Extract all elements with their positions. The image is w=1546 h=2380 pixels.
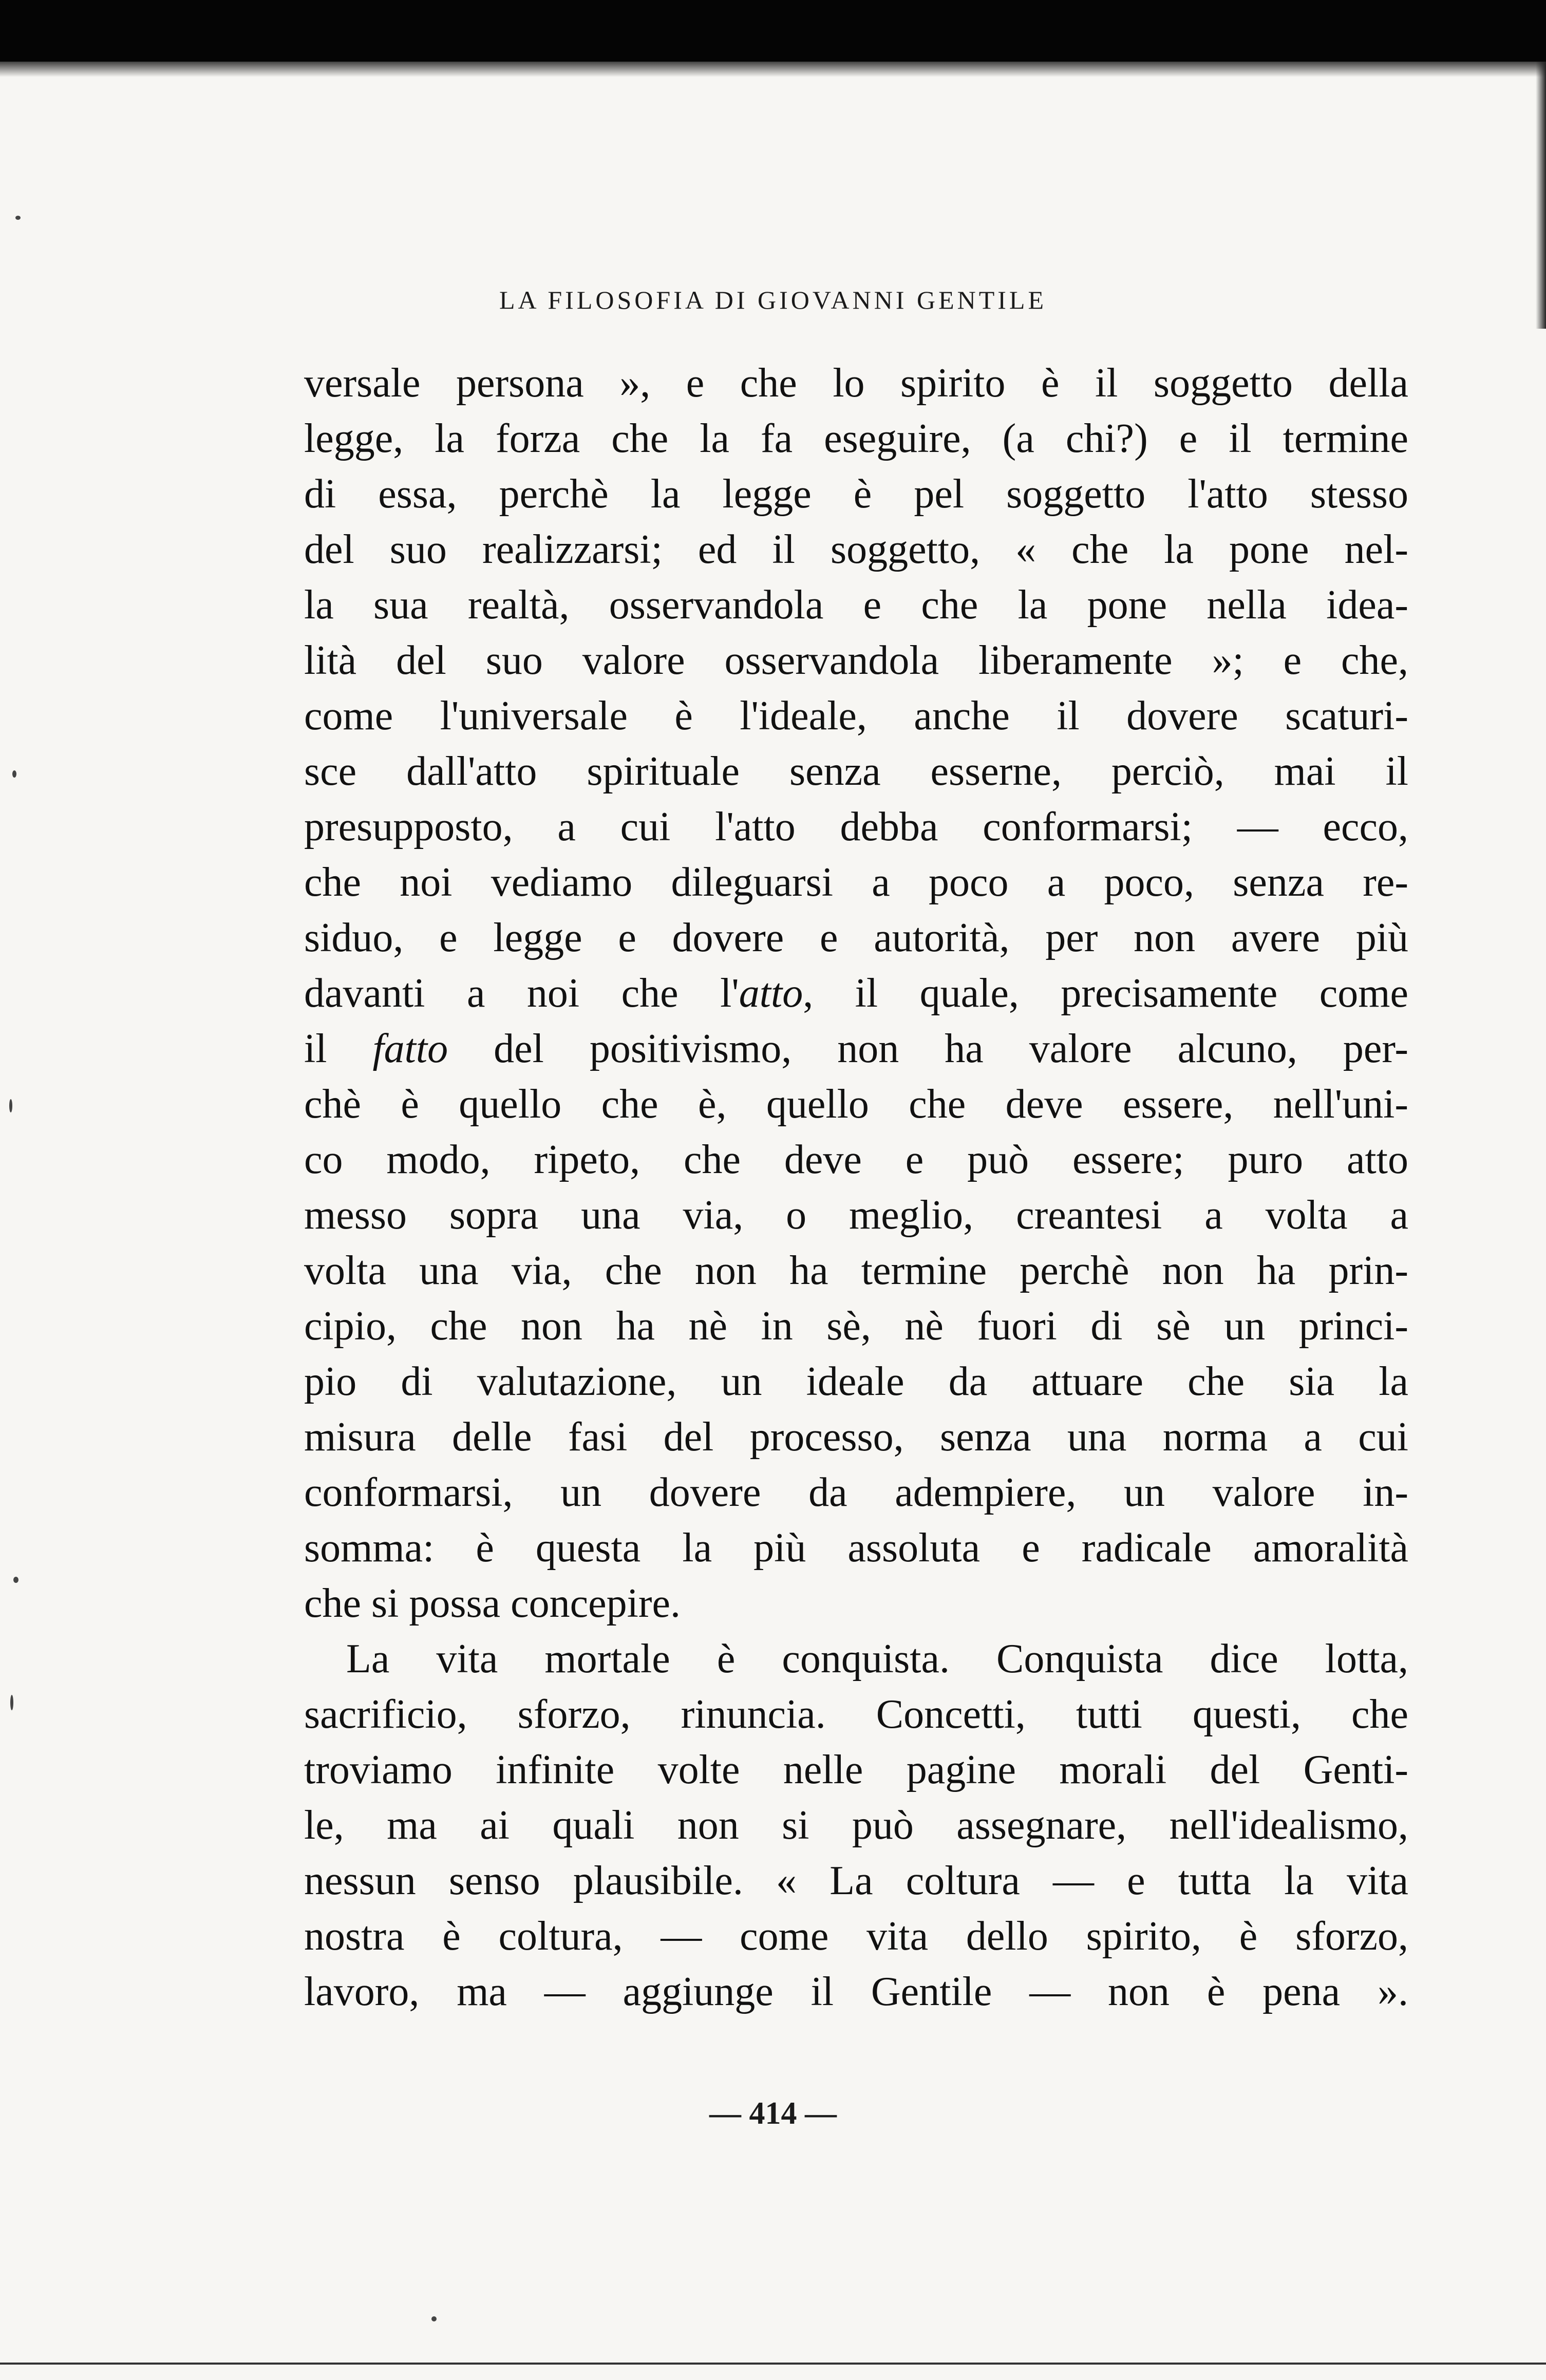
text-line: che noi vediamo dileguarsi a poco a poco, senza re-	[304, 860, 1408, 905]
text-line: pio di valutazione, un ideale da attuare che sia la	[304, 1359, 1408, 1404]
text-line: conformarsi, un dovere da adempiere, un valore in-	[304, 1470, 1408, 1515]
text-run: davanti a noi che l'	[304, 971, 739, 1016]
scan-speck	[13, 1577, 18, 1583]
text-line: presupposto, a cui l'atto debba conformarsi; — ecco,	[304, 804, 1408, 849]
text-line: la sua realtà, osservandola e che la pone nella idea-	[304, 582, 1408, 628]
body-text	[304, 355, 1408, 2019]
text-line: nostra è coltura, — come vita dello spirito, è sforzo,	[304, 1914, 1408, 1959]
paragraph	[304, 355, 1408, 1631]
text-line: lità del suo valore osservandola liberamente »; e che,	[304, 638, 1408, 683]
text-line: versale persona », e che lo spirito è il soggetto della	[304, 361, 1408, 406]
text-line: sacrificio, sforzo, rinuncia. Concetti, tutti questi, che	[304, 1692, 1408, 1737]
text-run: del positivismo, non ha valore alcuno, per-	[448, 1026, 1409, 1071]
text-line: troviamo infinite volte nelle pagine morali del Genti-	[304, 1747, 1408, 1792]
italic-term: fatto	[372, 1026, 448, 1071]
page-number: — 414 —	[709, 2096, 837, 2131]
scan-top-shadow	[0, 56, 1546, 77]
text-line: volta una via, che non ha termine perchè non ha prin-	[304, 1248, 1408, 1293]
text-line: nessun senso plausibile. « La coltura — e tutta la vita	[304, 1858, 1408, 1903]
text-run: il	[304, 1026, 373, 1071]
italic-term: atto	[739, 971, 803, 1016]
running-head: LA FILOSOFIA DI GIOVANNI GENTILE	[499, 286, 1047, 314]
text-line: siduo, e legge e dovere e autorità, per non avere più	[304, 915, 1408, 960]
text-line: cipio, che non ha nè in sè, nè fuori di sè un princi-	[304, 1304, 1408, 1349]
scan-speck	[15, 216, 21, 220]
text-line: chè è quello che è, quello che deve essere, nell'uni-	[304, 1082, 1408, 1127]
text-line: misura delle fasi del processo, senza una norma a cui	[304, 1414, 1408, 1460]
text-line: del suo realizzarsi; ed il soggetto, « che la pone nel-	[304, 527, 1408, 572]
text-line	[304, 1021, 1408, 1076]
text-line: lavoro, ma — aggiunge il Gentile — non è pena ».	[304, 1969, 1408, 2014]
paragraph	[304, 1631, 1408, 2019]
scan-speck	[10, 1695, 13, 1710]
text-line: sce dall'atto spirituale senza esserne, perciò, mai il	[304, 749, 1408, 794]
text-line: le, ma ai quali non si può assegnare, nell'idealismo,	[304, 1803, 1408, 1848]
text-line: co modo, ripeto, che deve e può essere; puro atto	[304, 1137, 1408, 1182]
scan-bottom-rule	[0, 2363, 1546, 2365]
text-run: , il quale, precisamente come	[803, 971, 1408, 1016]
scan-speck	[431, 2316, 437, 2321]
text-line: legge, la forza che la fa eseguire, (a chi?) e il termine	[304, 416, 1408, 461]
text-line: La vita mortale è conquista. Conquista dice lotta,	[346, 1636, 1408, 1682]
scan-speck	[12, 770, 16, 778]
text-line: di essa, perchè la legge è pel soggetto l'atto stesso	[304, 471, 1408, 517]
text-line: somma: è questa la più assoluta e radicale amoralità	[304, 1525, 1408, 1571]
text-line	[304, 966, 1408, 1021]
scan-speck	[9, 1099, 12, 1112]
text-line: messo sopra una via, o meglio, creantesi a volta a	[304, 1193, 1408, 1238]
text-line: che si possa concepire.	[304, 1581, 681, 1626]
text-line: come l'universale è l'ideale, anche il dovere scaturi-	[304, 693, 1408, 739]
scan-top-border	[0, 0, 1546, 62]
